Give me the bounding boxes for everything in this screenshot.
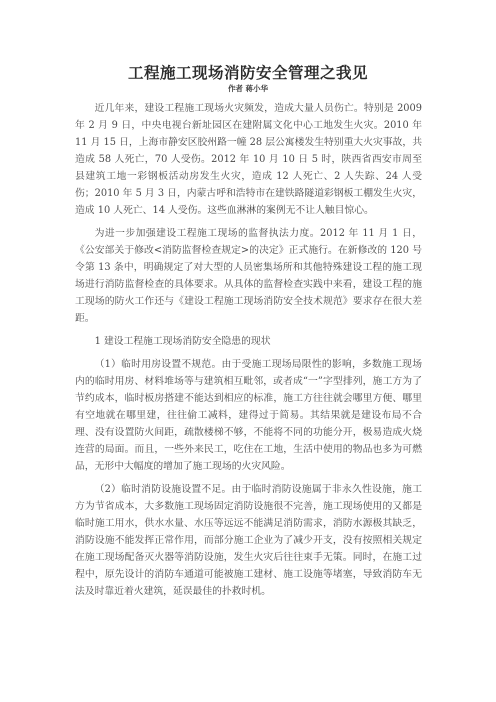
document-author: 作者 蒋小华: [227, 84, 269, 93]
section-heading: 1 建设工程施工现场消防安全隐患的现状: [94, 336, 271, 347]
paragraph-regulation: 为进一步加强建设工程施工现场的监督执法力度。2012 年 11 月 1 日，《公安部关于修改<消防监督检查规定>的决定》正式施行。在新修改的 120 号令第 13 条中，明确规定了对大型的人员密集场所和其他特殊建设工程的施工现场进行消防监督检查的具体要求。从具体的监督检查实践中来看，建设工程的施工现场的防火工作还与《建设工程施工现场消防安全技术规范》要求存在很大差距。: [75, 228, 422, 324]
document-body: [75, 100, 422, 606]
paragraph-fire-facilities: （2）临时消防设施设置不足。由于临时消防设施属于非永久性设施，施工方为节省成本，大多数施工现场固定消防设施很不完善，施工现场使用的又都是临时施工用水，供水水量、水压等远远不能满足消防需求，消防水源极其缺乏，消防设施不能发挥正常作用，而部分施工企业为了减少开支，没有按照相关规定在施工现场配备灭火器等消防设施，发生火灾后往往束手无策。同时，在施工过程中，原先设计的消防车通道可能被施工建材、施工设施等堵塞，导致消防车无法及时靠近着火建筑，延误最佳的扑救时机。: [75, 484, 422, 597]
document-title: 工程施工现场消防安全管理之我见: [127, 64, 368, 82]
paragraph-intro: 近几年来，建设工程施工现场火灾频发，造成大量人员伤亡。特别是 2009 年 2 月 9 日，中央电视台新址园区在建附属文化中心工地发生火灾。2010 年 11 月 15 日，上海市静安区胶州路一幢 28 层公寓楼发生特别重大火灾事故，共造成 58 人死亡，70 人受伤。2012 年 10 月 10 日 5 时，陕西省西安市周至县建筑工地一彩钢板活动房发生火灾，造成 12 人死亡、2 人失踪、24 人受伤；2010 年 5 月 3 日，内蒙古呼和浩特市在建铁路隧道彩钢板工棚发生火灾，造成 10 人死亡、14 人受伤。这些血淋淋的案例无不让人触目惊心。: [75, 103, 422, 216]
paragraph-temporary-housing: （1）临时用房设置不规范。由于受施工现场局限性的影响，多数施工现场内的临时用房、材料堆场等与建筑相互毗邻，或者成“一”字型排列，施工方为了节约成本，临时板房搭建不能达到相应的标准，施工方往往就会哪里方便、哪里有空地就在哪里建，往往偷工减料，建得过于简易。其结果就是建设布局不合理、没有设置防火间距，疏散楼梯不够，不能将不同的功能分开，极易造成火烧连营的局面。而且，一些外来民工，吃住在工地，生活中使用的物品也多为可燃品，无形中大幅度的增加了施工现场的火灾风险。: [75, 359, 422, 472]
